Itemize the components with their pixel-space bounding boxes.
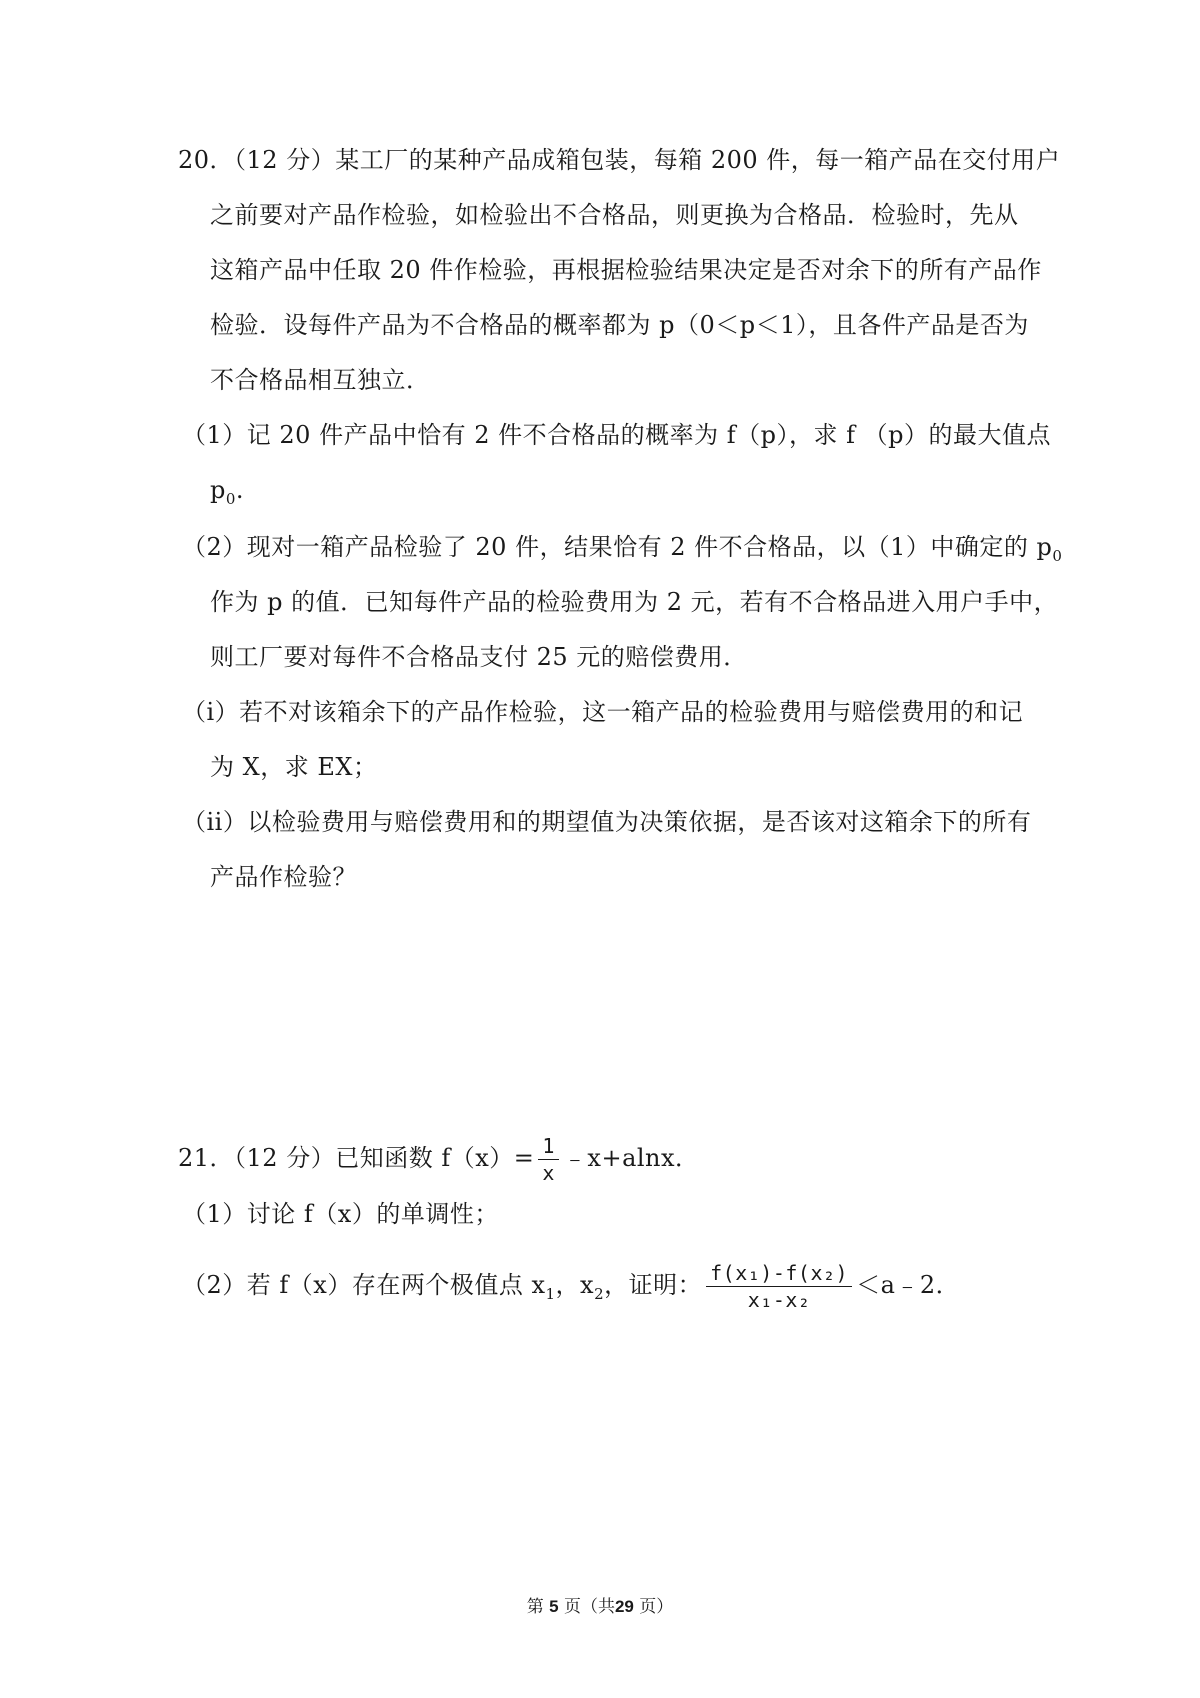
q20-part1-line1: （1）记 20 件产品中恰有 2 件不合格品的概率为 f（p），求 f （p）的最大值点: [182, 421, 1051, 449]
q20-line-5: 不合格品相互独立．: [210, 366, 431, 394]
q20-sub-i-line1: （i）若不对该箱余下的产品作检验，这一箱产品的检验费用与赔偿费用的和记: [182, 698, 1024, 726]
q20-sub-ii-line2: 产品作检验？: [210, 863, 357, 891]
q20-part2-line1: （2）现对一箱产品检验了 20 件，结果恰有 2 件不合格品，以（1）中确定的 $p_0$: [182, 533, 1063, 565]
q20-line-2: 之前要对产品作检验，如检验出不合格品，则更换为合格品．检验时，先从: [210, 201, 1019, 229]
q20-line-3: 这箱产品中任取 20 件作检验，再根据检验结果决定是否对余下的所有产品作: [210, 256, 1042, 284]
q20-line-4: 检验．设每件产品为不合格品的概率都为 p（0＜p＜1），且各件产品是否为: [210, 311, 1029, 339]
q21-inequality-fraction: $\frac{\text{f(x₁)-f(x₂)}}{\text{x₁-x₂}}$: [706, 1260, 852, 1313]
q20-line-1: 20．（12 分）某工厂的某种产品成箱包装，每箱 200 件，每一箱产品在交付用户: [178, 146, 1061, 174]
q21-part2: （2）若 f（x）存在两个极值点 $x_1$，$x_2$，证明： $\frac{\text{f(x₁)-f(x₂)}}{\text{x₁-x₂}}$ ＜a﹣2．: [182, 1261, 961, 1312]
q20-sub-ii-line1: （ii）以检验费用与赔偿费用和的期望值为决策依据，是否该对这箱余下的所有: [182, 808, 1032, 836]
q20-part1-line2: $p_0$.: [210, 476, 245, 508]
q21-head: 21．（12 分）已知函数 f（x）= $\frac{1}{x}$ ﹣x+alnx．: [178, 1134, 700, 1185]
q21-fraction: $\frac{1}{x}$: [538, 1133, 559, 1186]
q20-sub-i-line2: 为 X，求 EX；: [210, 753, 378, 781]
q20-part2-line2: 作为 p 的值．已知每件产品的检验费用为 2 元，若有不合格品进入用户手中，: [210, 588, 1059, 616]
q20-part2-line3: 则工厂要对每件不合格品支付 25 元的赔偿费用．: [210, 643, 748, 671]
q21-part1: （1）讨论 f（x）的单调性；: [182, 1200, 499, 1228]
page-footer: 第 5 页（共29 页）: [526, 1597, 674, 1617]
